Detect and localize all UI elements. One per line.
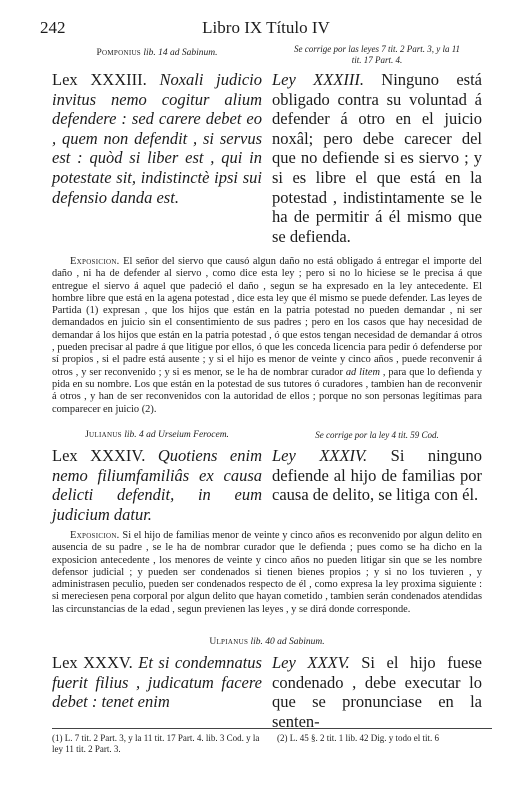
source-author: Pomponius [96,48,141,58]
law-number: Ley XXXIV. [272,446,368,465]
source-author: Ulpianus [209,637,249,647]
source-work: lib. 14 ad Sabinum. [143,48,218,58]
footnote-1: (1) L. 7 tit. 2 Part. 3, y la 11 tit. 17 Part. 4. lib. 3 Cod. y la ley 11 tit. 2 Part. 3. [52,733,260,754]
law-row-3 [52,653,482,731]
source-left-2 [52,430,262,441]
law-text: Quotiens enim nemo filiumfamiliâs ex causa delicti defendit, in eum judicium datur. [52,446,263,524]
footnotes [52,728,492,755]
law-text: Et si condemnatus fuerit filius , judicatum facere debet : tenet enim [52,653,262,712]
exposicion-italic: ad litem [345,366,380,378]
law-text: Si ninguno defiende al hijo de familias por causa de delito, se litiga con él. [272,446,482,505]
spanish-law-34 [272,446,482,524]
source-left-1 [52,44,262,65]
law-text: Ninguno está obligado contra su voluntad á defender á otro en el juicio noxâl; pero debe carecer del que no defiende si es siervo ; y si es libre el que está en la potestad , indistintamente se le ha de permitir á él mismo que se defienda. [272,70,483,246]
footnote-2: (2) L. 45 §. 2 tit. 1 lib. 42 Dig. y todo el tit. 6 [277,733,439,743]
law-number: Ley XXXV. [272,653,350,672]
exposicion-text: Si el hijo de familias menor de veinte y cinco años es reconvenido por algun delito en ausencia de su padre , se le ha de nombrar curador que le defienda ; pues como se ha dicho en la exposicion antecedente , los menores de veinte y cinco años no pueden litigar sin que se les nombre defensor judicial ; y pueden ser condenados si tienen bienes propios ; y si no los tuvieren , y administrasen peculio, pueden ser condenados respecto de él , como expresa la ley proxima siguiente : si mereciesen pena corporal por algun delito que hayan cometido , tambien serán condenados atendidas las circunstancias de la edad , segun previenen las leyes , y se dirá donde corresponde. [52,530,482,615]
law-row-2 [52,446,482,524]
exposicion-2 [52,530,482,616]
latin-law-34 [52,446,262,524]
source-work: lib. 4 ad Urseium Ferocem. [124,430,229,440]
exposicion-label: Exposicion. [70,256,120,267]
spanish-law-35 [272,653,482,731]
law-text: Noxali judicio invitus nemo cogitur alium defendere : sed carere debet eo , quem non defendit , si servus est : quòd si liber est , qui in potestate sit, indistinctè ipsi sui defensio danda est. [52,70,262,207]
page-number: 242 [40,18,66,37]
law-text: Si el hijo fuese condenado , debe executar lo que se pronunciase en la senten- [272,653,483,731]
exposicion-text-end: , para que lo defienda y pida en su nombre. Los que están en la potestad de sus tutores ó curadores , tambien han de reconvenir á otros , y han de ser reconvenidos con la autoridad de ellos ; porque no son personas legítimas para comparecer en juicio (2). [52,366,482,415]
law-number: Lex XXXIII. [52,70,147,89]
source-right-line: tit. 17 Part. 4. [351,54,403,65]
page-header [40,18,492,40]
law-number: Ley XXXIII. [272,70,364,89]
source-right-1 [272,44,482,65]
law-number: Lex XXXIV. [52,446,146,465]
source-right-2: Se corrige por la ley 4 tit. 59 Cod. [315,430,439,440]
source-author: Julianus [85,430,122,440]
source-work: lib. 40 ad Sabinum. [250,637,325,647]
source-row-2 [52,430,482,441]
exposicion-label: Exposicion. [70,530,120,541]
exposicion-1 [52,256,482,416]
source-row-3 [52,637,482,648]
law-number: Lex XXXV. [52,653,133,672]
latin-law-35 [52,653,262,731]
law-row-1 [52,70,482,246]
source-row-1 [52,44,482,65]
exposicion-text: El señor del siervo que causó algun daño no está obligado á entregar el importe del daño , ni ha de defender al siervo , como dice esta ley ; pero si no lo hiciese se le precisa á que entregue el siervo á aquel que padeció el daño , segun se ha expresado en la ley antecedente. El hombre libre que está en la agena potestad , dice esta ley que él mismo se puede defender. Las leyes de Partida (1) expresan , que los hijos que están en la patria potestad no pueden demandar , ni ser demandados en juicio sin el consentimiento de sus padres ; pero en los casos que hay necesidad de demandar á los hijos que están en la patria potestad , ó que estos tengan necesidad de demandar á otros , pueden precisar al padre á que litigue por ellos, ó que les conceda licencia para pedir ó defenderse por sí propios , si el padre está ausente ; y si el hijo es menor de veinte y cinco años , puede reconvenir á otros , y ser reconvenido ; y si es menor, se le ha de nombrar curador [52,256,482,378]
spanish-law-33 [272,70,482,246]
latin-law-33 [52,70,262,246]
source-right-line: Se corrige por las leyes 7 tit. 2 Part. 3, y la 11 [293,44,461,54]
running-title: Libro IX Título IV [202,18,330,37]
